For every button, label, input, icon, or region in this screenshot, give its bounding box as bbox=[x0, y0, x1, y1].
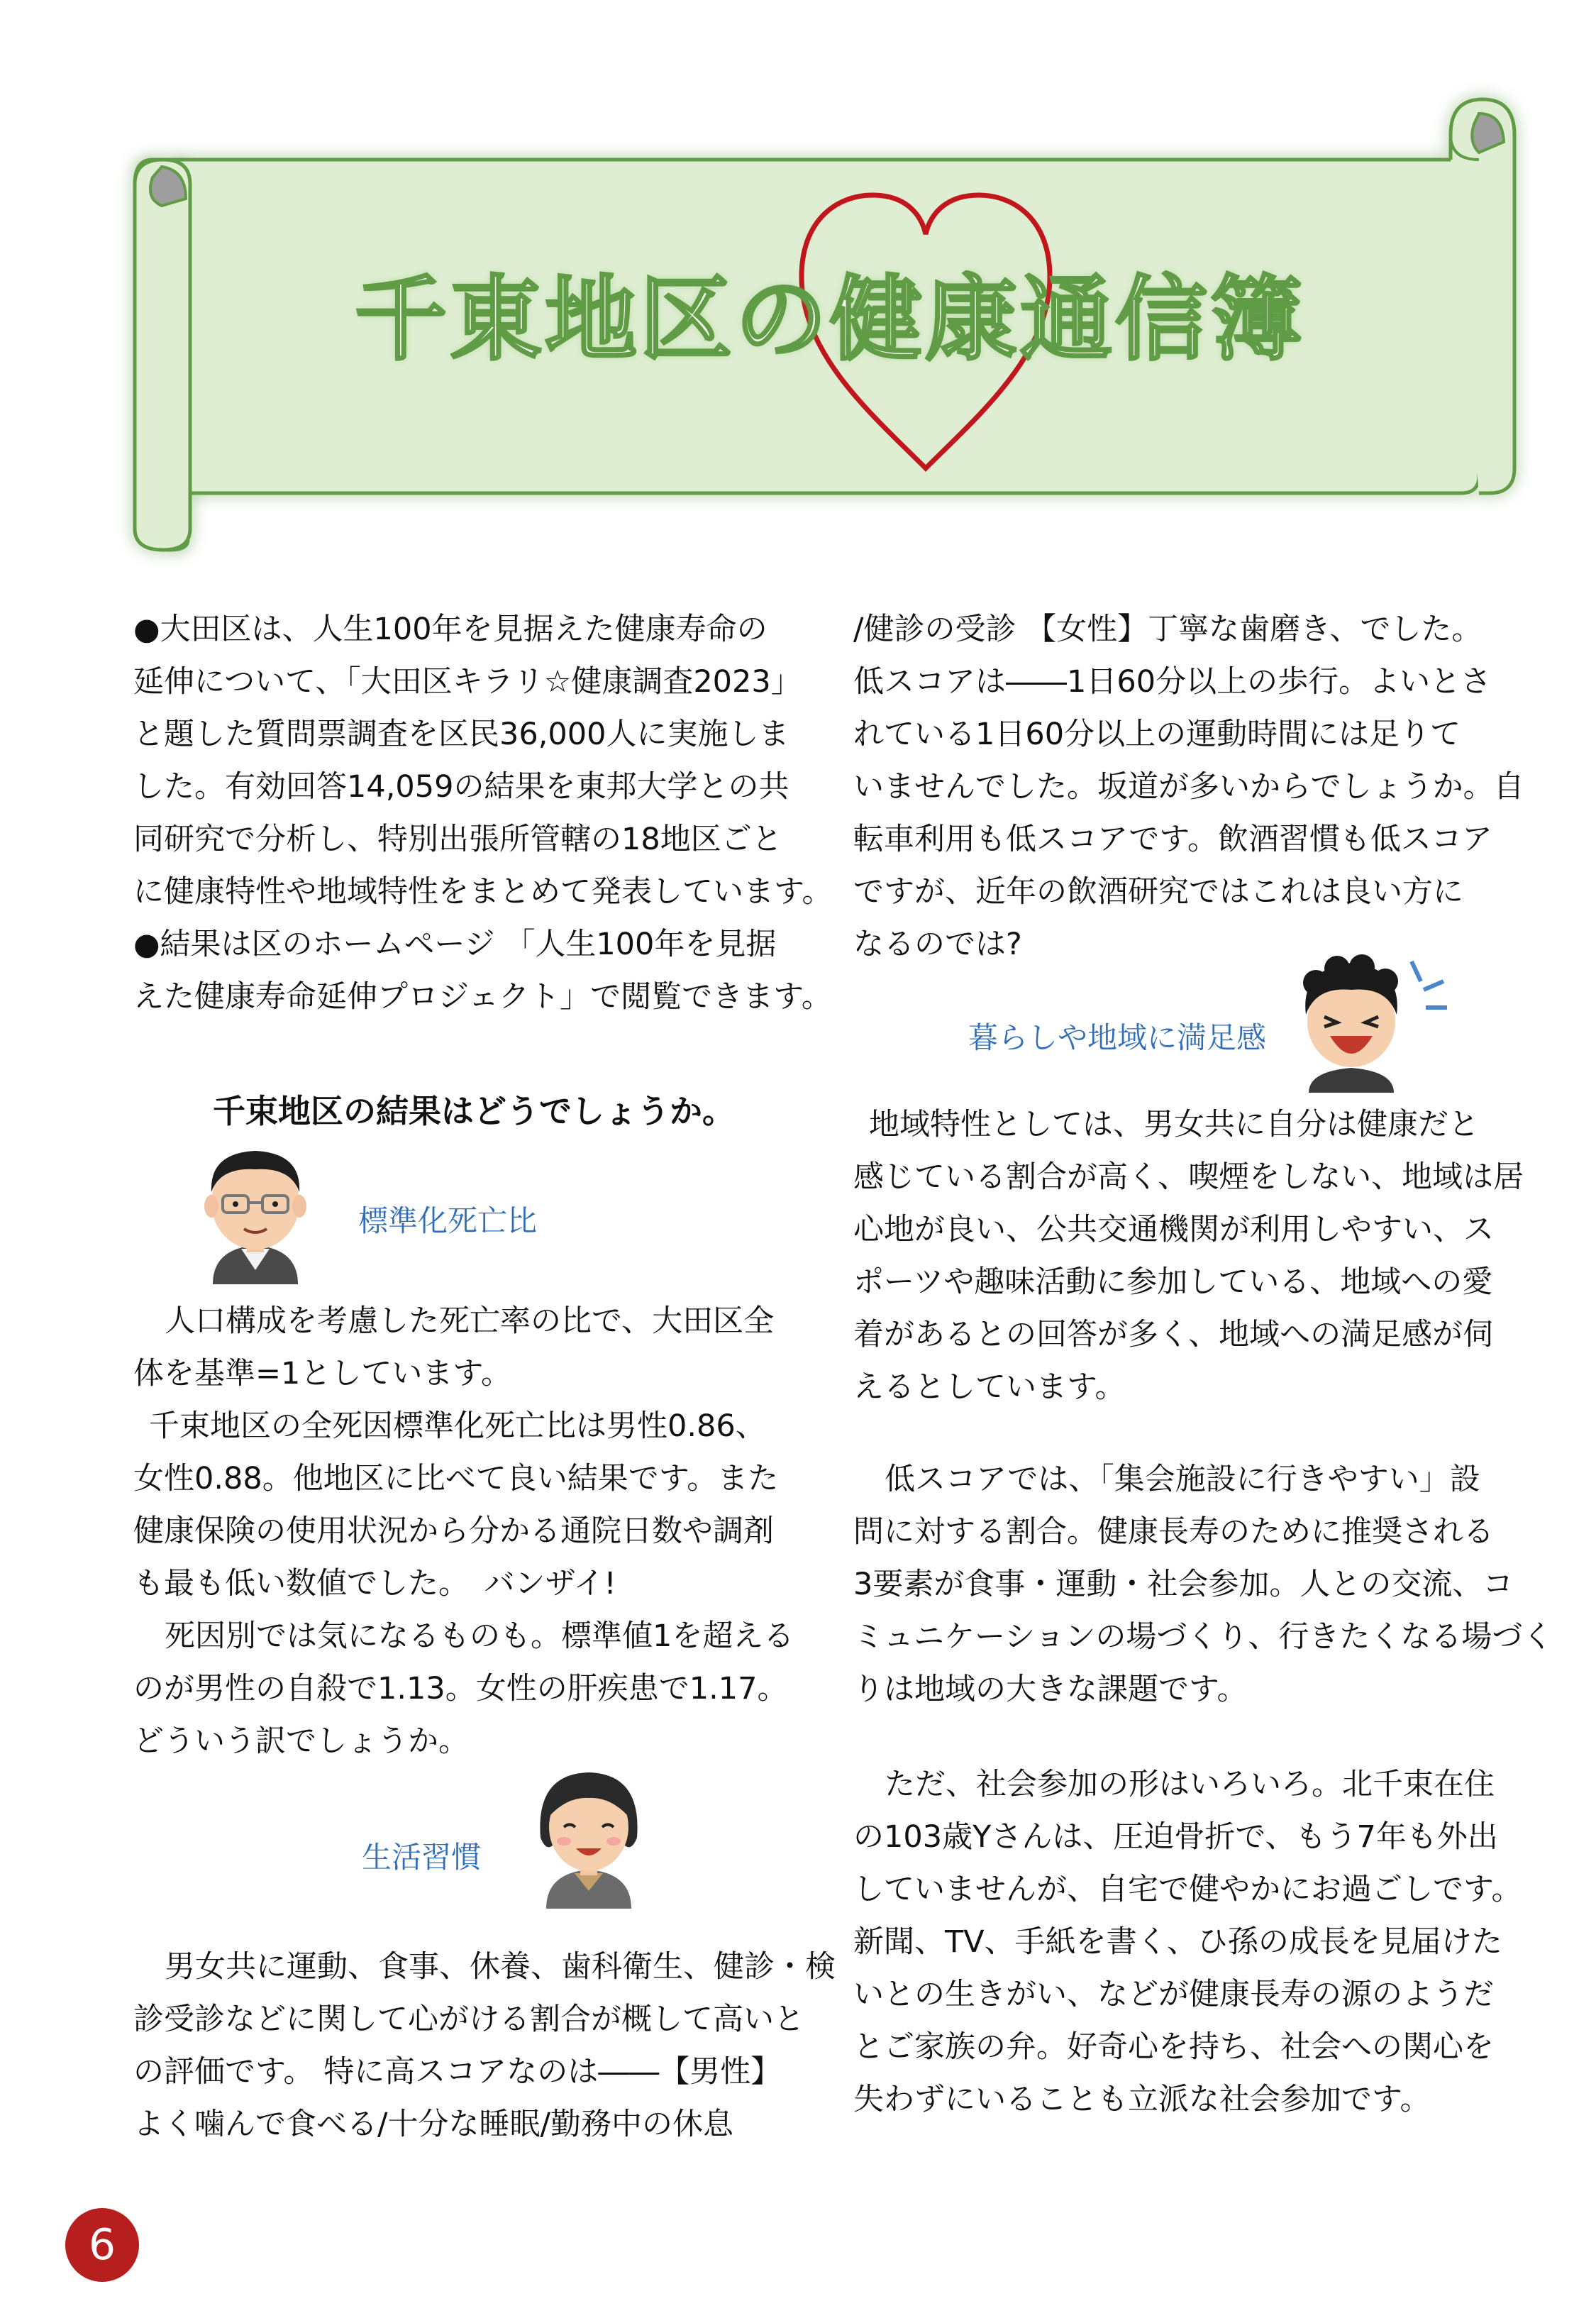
text-line: ポーツや趣味活動に参加している、地域への愛 bbox=[853, 1264, 1493, 1300]
text-line: 転車利用も低スコアです。飲酒習慣も低スコア bbox=[853, 822, 1492, 857]
text-line: と題した質問票調査を区民36,000人に実施しま bbox=[133, 717, 789, 752]
text-line: よく噛んで食べる/十分な睡眠/勤務中の休息 bbox=[133, 2107, 733, 2142]
text-line: ●結果は区のホームページ 「人生100年を見据 bbox=[133, 927, 777, 962]
text-line: 失わずにいることも立派な社会参加です。 bbox=[853, 2082, 1431, 2117]
text-line: のが男性の自殺で1.13。女性の肝疾患で1.17。 bbox=[133, 1671, 788, 1706]
text-line: いませんでした。坂道が多いからでしょうか。自 bbox=[853, 769, 1524, 805]
text-line: 感じている割合が高く、喫煙をしない、地域は居 bbox=[853, 1159, 1524, 1195]
text-line: していませんが、自宅で健やかにお過ごしです。 bbox=[853, 1872, 1522, 1907]
text-line: 問に対する割合。健康長寿のために推奨される bbox=[853, 1514, 1494, 1550]
page-number: 6 bbox=[65, 2208, 139, 2282]
text-line: 低スコアは――1日60分以上の歩行。よいとさ bbox=[853, 664, 1492, 700]
text-line: ただ、社会参加の形はいろいろ。北千束在住 bbox=[885, 1767, 1495, 1802]
lifestyle-section bbox=[133, 1941, 836, 2151]
text-line: 地域特性としては、男女共に自分は健康だと bbox=[869, 1107, 1479, 1142]
results-heading: 千束地区の結果はどうでしょうか。 bbox=[213, 1092, 735, 1130]
text-line: ミュニケーションの場づくり、行きたくなる場づく bbox=[853, 1619, 1553, 1655]
text-line: えた健康寿命延伸プロジェクト」で閲覧できます。 bbox=[133, 979, 832, 1015]
laughing-boy-illustration bbox=[1287, 947, 1451, 1093]
scroll-left-roll bbox=[135, 160, 190, 550]
text-line: なるのでは? bbox=[853, 927, 1022, 962]
satisfaction-section bbox=[853, 1098, 1534, 1413]
text-line: 千束地区の全死因標準化死亡比は男性0.86、 bbox=[149, 1408, 766, 1444]
text-line: も最も低い数値でした。 バンザイ! bbox=[133, 1566, 616, 1601]
text-line: の評価です。 特に高スコアなのは――【男性】 bbox=[133, 2054, 782, 2090]
text-line: 健康保険の使用状況から分かる通院日数や調剤 bbox=[133, 1513, 774, 1549]
text-line: どういう訳でしょうか。 bbox=[133, 1723, 469, 1759]
text-line: の103歳Yさんは、圧迫骨折で、もう7年も外出 bbox=[853, 1819, 1498, 1855]
social-participation-section bbox=[853, 1758, 1534, 2126]
satisfaction-label: 暮らしや地域に満足感 bbox=[968, 1020, 1267, 1055]
low-score-section bbox=[853, 1453, 1553, 1716]
text-line: 延伸について、「大田区キラリ☆健康調査2023」 bbox=[133, 664, 802, 700]
text-line: /健診の受診 【女性】丁寧な歯磨き、でした。 bbox=[853, 612, 1483, 647]
text-line: に健康特性や地域特性をまとめて発表しています。 bbox=[133, 874, 833, 910]
text-line: 3要素が食事・運動・社会参加。人との交流、コ bbox=[853, 1567, 1514, 1602]
text-line: とご家族の弁。好奇心を持ち、社会への関心を bbox=[853, 2029, 1494, 2065]
text-line: れている1日60分以上の運動時間には足りて bbox=[853, 717, 1461, 752]
text-line: えるとしています。 bbox=[853, 1369, 1126, 1405]
man-with-glasses-illustration bbox=[192, 1135, 319, 1284]
text-line: いとの生きがい、などが健康長寿の源のようだ bbox=[853, 1977, 1494, 2012]
right-column-top bbox=[853, 603, 1534, 971]
page-title: 千東地区の健康通信簿 bbox=[355, 265, 1306, 373]
text-line: 心地が良い、公共交通機関が利用しやすい、ス bbox=[853, 1212, 1494, 1247]
text-line: りは地域の大きな課題です。 bbox=[853, 1672, 1248, 1707]
text-line: 診受診などに関して心がける割合が概して高いと bbox=[133, 2002, 804, 2037]
text-line: 死因別では気になるものも。標準値1を超える bbox=[165, 1618, 794, 1654]
smr-label: 標準化死亡比 bbox=[358, 1203, 538, 1238]
left-column bbox=[133, 603, 833, 1023]
text-line: 女性0.88。他地区に比べて良い結果です。また bbox=[133, 1461, 779, 1496]
smr-section bbox=[133, 1295, 814, 1767]
text-line: 体を基準=1としています。 bbox=[133, 1356, 511, 1391]
text-line: 着があるとの回答が多く、地域への満足感が伺 bbox=[853, 1317, 1494, 1352]
text-line: 男女共に運動、食事、休養、歯科衛生、健診・検 bbox=[165, 1949, 836, 1985]
lifestyle-label: 生活習慣 bbox=[362, 1840, 482, 1875]
text-line: ですが、近年の飲酒研究ではこれは良い方に bbox=[853, 874, 1463, 910]
text-line: ●大田区は、人生100年を見据えた健康寿命の bbox=[133, 612, 767, 647]
smiling-woman-illustration bbox=[525, 1760, 653, 1909]
text-line: 低スコアでは、「集会施設に行きやすい」設 bbox=[885, 1462, 1480, 1497]
text-line: 同研究で分析し、特別出張所管轄の18地区ごと bbox=[133, 822, 782, 857]
text-line: した。有効回答14,059の結果を東邦大学との共 bbox=[133, 769, 789, 805]
intro-paragraph bbox=[133, 603, 833, 1023]
text-line: 人口構成を考慮した死亡率の比で、大田区全 bbox=[165, 1303, 775, 1339]
text-line: 新聞、TV、手紙を書く、ひ孫の成長を見届けた bbox=[853, 1924, 1502, 1960]
